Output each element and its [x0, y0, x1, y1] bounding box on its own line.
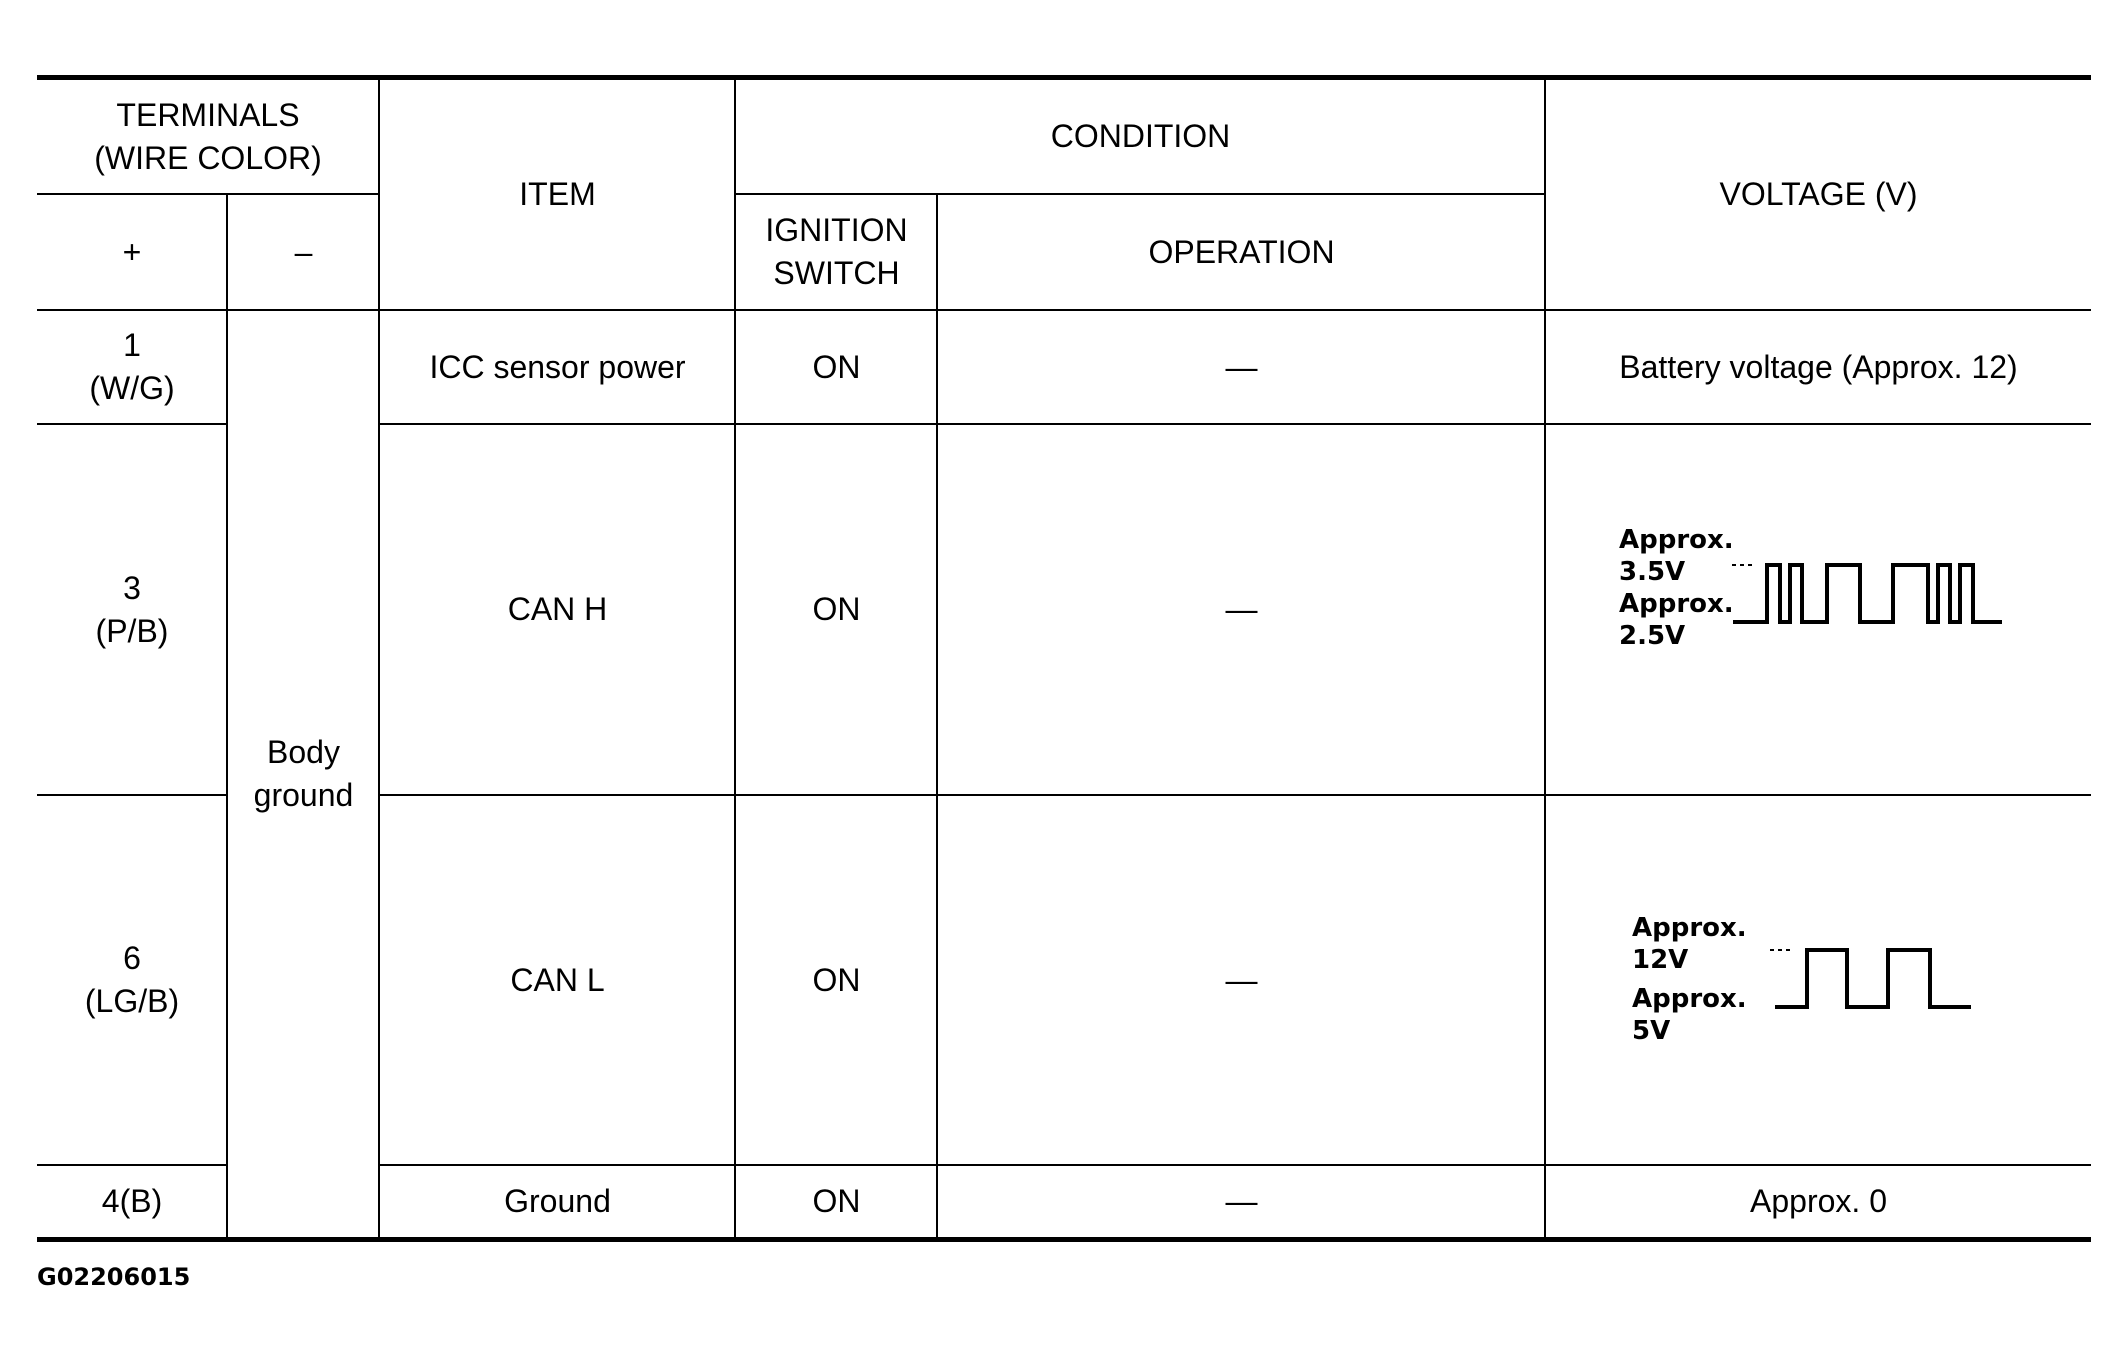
header-plus: + [122, 233, 142, 270]
row-2-operation: — [1225, 591, 1258, 627]
row-1-operation: — [1225, 348, 1258, 385]
row-1-ignition: ON [812, 348, 861, 385]
can-l-square-wave [1770, 945, 1980, 1013]
row-3-item: CAN L [510, 961, 605, 998]
figure-code: G02206015 [37, 1263, 191, 1291]
row-3-operation: — [1225, 961, 1258, 998]
header-minus: – [294, 233, 313, 270]
can-l-lower-level-label: Approx. 5V [1632, 984, 1747, 1046]
header-ignition-switch: IGNITION SWITCH [765, 212, 908, 291]
row-1-voltage: Battery voltage (Approx. 12) [1619, 348, 2018, 385]
row-1-terminal: 1 (W/G) [89, 327, 175, 406]
row-1-item: ICC sensor power [429, 348, 686, 385]
row-2-item: CAN H [507, 591, 608, 627]
header-operation: OPERATION [1148, 233, 1335, 270]
table-bottom-border [37, 1237, 2091, 1242]
row-4-terminal: 4(B) [101, 1183, 163, 1219]
header-terminals: TERMINALS (WIRE COLOR) [94, 96, 322, 176]
header-condition: CONDITION [1050, 118, 1231, 154]
header-item: ITEM [519, 176, 596, 212]
row-3-terminal: 6 (LG/B) [84, 940, 180, 1019]
can-l-upper-level-label: Approx. 12V [1632, 913, 1747, 975]
row-4-item: Ground [504, 1183, 611, 1219]
header-voltage: VOLTAGE (V) [1719, 176, 1918, 212]
row-4-voltage: Approx. 0 [1750, 1183, 1887, 1219]
row-4-operation: — [1225, 1183, 1258, 1219]
row-4-ignition: ON [812, 1183, 861, 1219]
can-h-lower-level-label: Approx. 2.5V [1619, 589, 1734, 651]
row-2-ignition: ON [812, 591, 861, 627]
row-2-terminal: 3 (P/B) [95, 569, 169, 649]
can-h-upper-level-label: Approx. 3.5V [1619, 525, 1734, 587]
row-3-ignition: ON [812, 961, 861, 998]
can-h-square-wave [1730, 555, 2010, 625]
body-ground-cell: Body ground [253, 734, 354, 813]
